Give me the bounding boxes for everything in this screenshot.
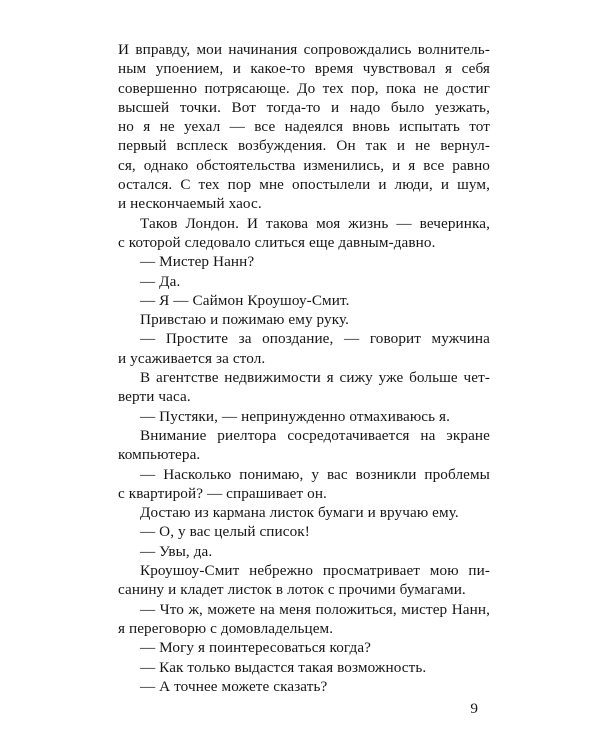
text-line: — Увы, да.	[140, 542, 213, 560]
text-line: с которой следовало слиться еще давным-давно.	[118, 233, 436, 251]
text-line: — Как только выдастся такая возможность.	[140, 658, 427, 676]
text-line: и нескончаемый хаос.	[118, 195, 262, 213]
text-line: я переговорю с домовладельцем.	[118, 619, 334, 637]
text-line: Достаю из кармана листок бумаги и вручаю ему.	[140, 504, 459, 522]
text-line: но я не уехал — все надеялся вновь испытать тот	[118, 118, 490, 136]
text-line: — Пустяки, — непринужденно отмахиваюсь я.	[140, 407, 451, 425]
text-line: ным упоением, и какое-то время чувствовал я себя	[118, 60, 490, 78]
text-line: первый всплеск возбуждения. Он так и не вернул-	[118, 137, 490, 155]
text-line: ся, однако обстоятельства изменились, и я все равно	[118, 156, 490, 174]
text-line: и усаживается за стол.	[118, 349, 266, 367]
text-line: И вправду, мои начинания сопровождались волнитель-	[118, 41, 490, 58]
text-line: — Да.	[140, 272, 181, 290]
page-number: 9	[470, 700, 478, 717]
text-line: В агентстве недвижимости я сижу уже больше чет-	[140, 369, 490, 387]
text-line: Таков Лондон. И такова моя жизнь — вечеринка,	[140, 214, 490, 232]
text-line: — Могу я поинтересоваться когда?	[140, 639, 371, 657]
text-line: — А точнее можете сказать?	[140, 677, 328, 695]
text-line: Внимание риелтора сосредотачивается на экране	[140, 426, 490, 444]
text-line: — Насколько понимаю, у вас возникли проблемы	[140, 465, 490, 483]
text-line: — Я — Саймон Кроушоу-Смит.	[140, 291, 350, 309]
text-line: верти часа.	[118, 388, 191, 406]
text-line: с квартирой? — спрашивает он.	[118, 484, 327, 502]
text-line: — Что ж, можете на меня положиться, мистер Нанн,	[140, 600, 490, 618]
text-line: высшей точки. Вот тогда-то и надо было уезжать,	[118, 98, 490, 116]
text-line: компьютера.	[118, 446, 201, 464]
text-line: — О, у вас целый список!	[140, 523, 310, 541]
text-line: Кроушоу-Смит небрежно просматривает мою пи-	[140, 562, 490, 580]
text-line: совершенно потрясающе. До тех пор, пока не достиг	[118, 79, 490, 97]
text-line: — Простите за опоздание, — говорит мужчина	[140, 330, 490, 348]
text-line: Привстаю и пожимаю ему руку.	[140, 311, 350, 329]
text-block	[118, 40, 490, 696]
text-line: остался. С тех пор мне опостылели и люди, и шум,	[118, 176, 490, 194]
text-line: — Мистер Нанн?	[140, 253, 255, 271]
text-line: санину и кладет листок в лоток с прочими бумагами.	[118, 581, 466, 599]
